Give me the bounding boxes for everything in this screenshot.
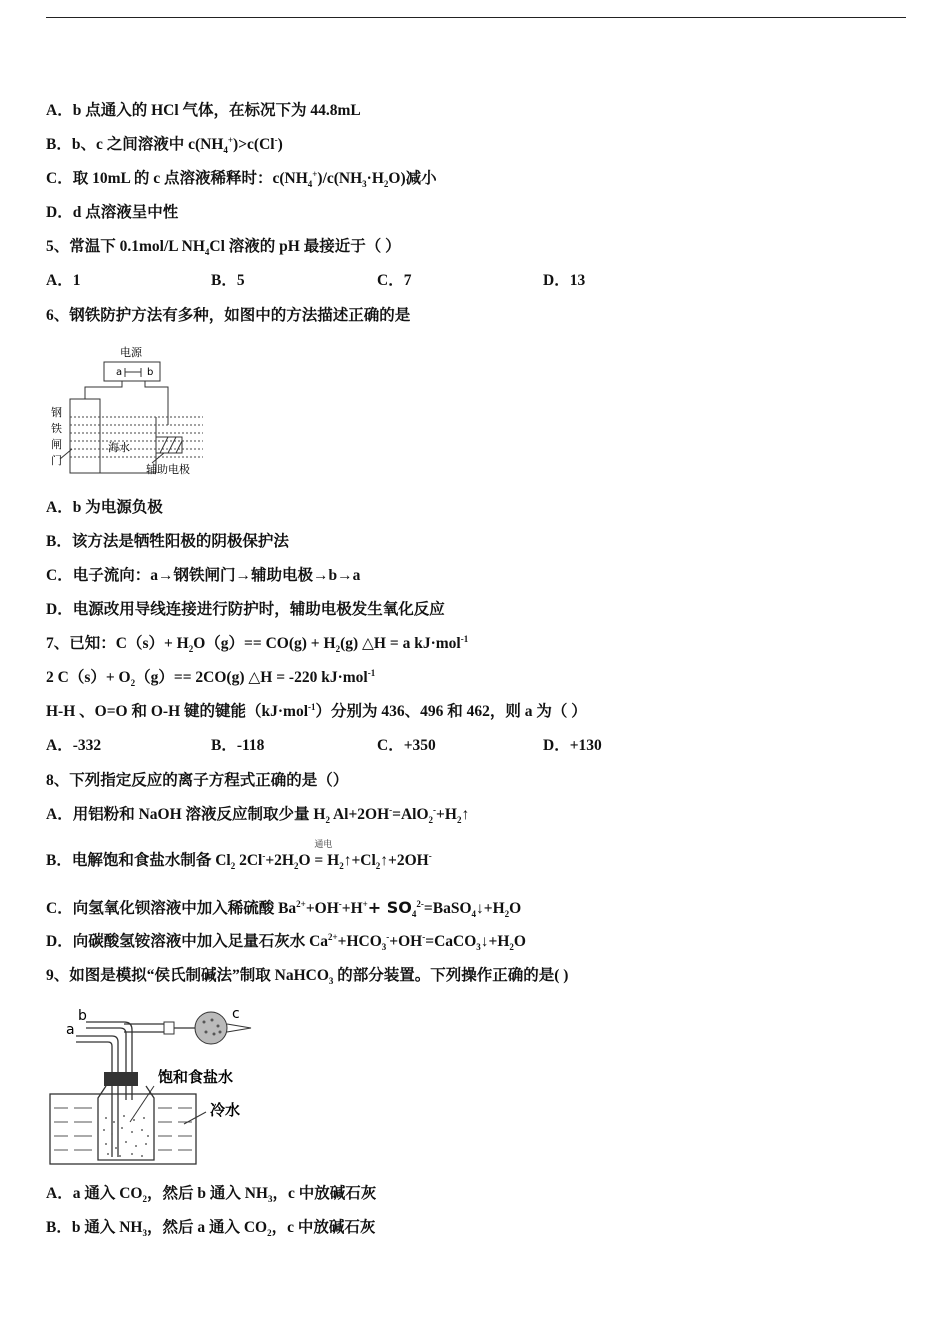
q7-line-3: H-H 、O=O 和 O-H 键的键能（kJ·mol$^{-1}$）分别为 436、496 和 462，则 a 为（ ） xyxy=(46,701,587,720)
brine-label: 饱和食盐水 xyxy=(158,1068,234,1086)
gate-char-2: 铁 xyxy=(51,422,62,435)
seawater-label: 海水 xyxy=(108,441,130,454)
inlet-b-label: b xyxy=(78,1008,87,1024)
tube-c-label: c xyxy=(232,1006,240,1022)
power-label: 电源 xyxy=(120,346,142,359)
q6-stem: 6、钢铁防护方法有多种，如图中的方法描述正确的是 xyxy=(46,307,411,324)
cathodic-protection-figure xyxy=(48,343,208,479)
gate-char-3: 闸 xyxy=(51,438,62,451)
gate-char-4: 门 xyxy=(51,454,62,467)
q8-stem: 8、下列指定反应的离子方程式正确的是（） xyxy=(46,772,349,789)
q6-option-c: C．电子流向：a→钢铁闸门→辅助电极→b→a xyxy=(46,567,361,584)
q8-option-c: C．向氢氧化钡溶液中加入稀硫酸 $Ba^{2+}+OH^-+H^++$ $SO_4^{2-}=BaSO_4↓+H_2O$ xyxy=(46,898,522,920)
cold-water-label: 冷水 xyxy=(210,1101,241,1119)
q9-option-b: B．b 通入 $NH_3$，然后 a 通入 $CO_2$，c 中放碱石灰 xyxy=(46,1219,376,1239)
q4-option-a: A．b 点通入的 HCl 气体，在标况下为 44.8mL xyxy=(46,102,361,119)
electrolysis-condition: 通电 = xyxy=(314,840,333,869)
q9-option-a: A．a 通入 $CO_2$，然后 b 通入 $NH_3$，c 中放碱石灰 xyxy=(46,1185,377,1205)
q4-option-d: D．d 点溶液呈中性 xyxy=(46,204,179,221)
q6-option-b: B．该方法是牺牲阳极的阴极保护法 xyxy=(46,533,289,550)
q5-option-a: A．1 xyxy=(46,272,81,289)
q7-option-d: D．+130 xyxy=(543,737,602,754)
q8-option-a: A．用铝粉和 NaOH 溶液反应制取少量 $H_2$ $Al+2OH^-=AlO_2^-+H_2↑$ xyxy=(46,804,470,826)
q8-option-d: D．向碳酸氢铵溶液中加入足量石灰水 $Ca^{2+}+HCO_3^-+OH^-=CaCO_3↓+H_2O$ xyxy=(46,931,526,953)
q5-option-b: B．5 xyxy=(211,272,245,289)
q7-option-a: A．-332 xyxy=(46,737,102,754)
q5-option-c: C．7 xyxy=(377,272,412,289)
q9-stem: 9、如图是模拟“侯氏制碱法”制取 NaHCO$_3$ 的部分装置。下列操作正确的是( ) xyxy=(46,967,569,987)
q8-option-b: B．电解饱和食盐水制备 $Cl_2$ $2Cl^-+2H_2O$ 通电 = $H_2↑+Cl_2↑+2OH^-$ xyxy=(46,840,432,872)
header-rule xyxy=(46,17,906,18)
q7-line-2: 2 $C(s)+ O_2(g)== 2CO(g)$ △H = -220 kJ·mol$^{-1}$ xyxy=(46,667,376,689)
q4-option-c: C．取 10mL 的 c 点溶液稀释时：$c(NH_4^+)/c(NH_3\cdot H_2O)$减小 xyxy=(46,168,437,190)
q5-option-d: D．13 xyxy=(543,272,586,289)
q4-option-b: B．b、c 之间溶液中 $c(NH_4^+)>c(Cl^-)$ xyxy=(46,134,283,156)
terminal-a-label: a xyxy=(116,367,123,378)
aux-electrode-label: 辅助电极 xyxy=(146,463,190,476)
gate-char-1: 钢 xyxy=(51,406,62,419)
q6-option-d: D．电源改用导线连接进行防护时，辅助电极发生氧化反应 xyxy=(46,601,445,618)
q5-stem: 5、常温下 0.1mol/L $NH_4Cl$ 溶液的 pH 最接近于（ ） xyxy=(46,238,401,258)
q7-option-c: C．+350 xyxy=(377,737,436,754)
q7-option-b: B．-118 xyxy=(211,737,265,754)
hou-process-apparatus-figure xyxy=(46,1002,261,1167)
q6-option-a: A．b 为电源负极 xyxy=(46,499,163,516)
q7-line-1: 7、已知：$C(s)+ H_2O(g)== CO(g) + H_2(g)$ △H = a kJ·mol$^{-1}$ xyxy=(46,633,469,655)
terminal-b-label: b xyxy=(147,367,154,378)
inlet-a-label: a xyxy=(66,1022,75,1038)
